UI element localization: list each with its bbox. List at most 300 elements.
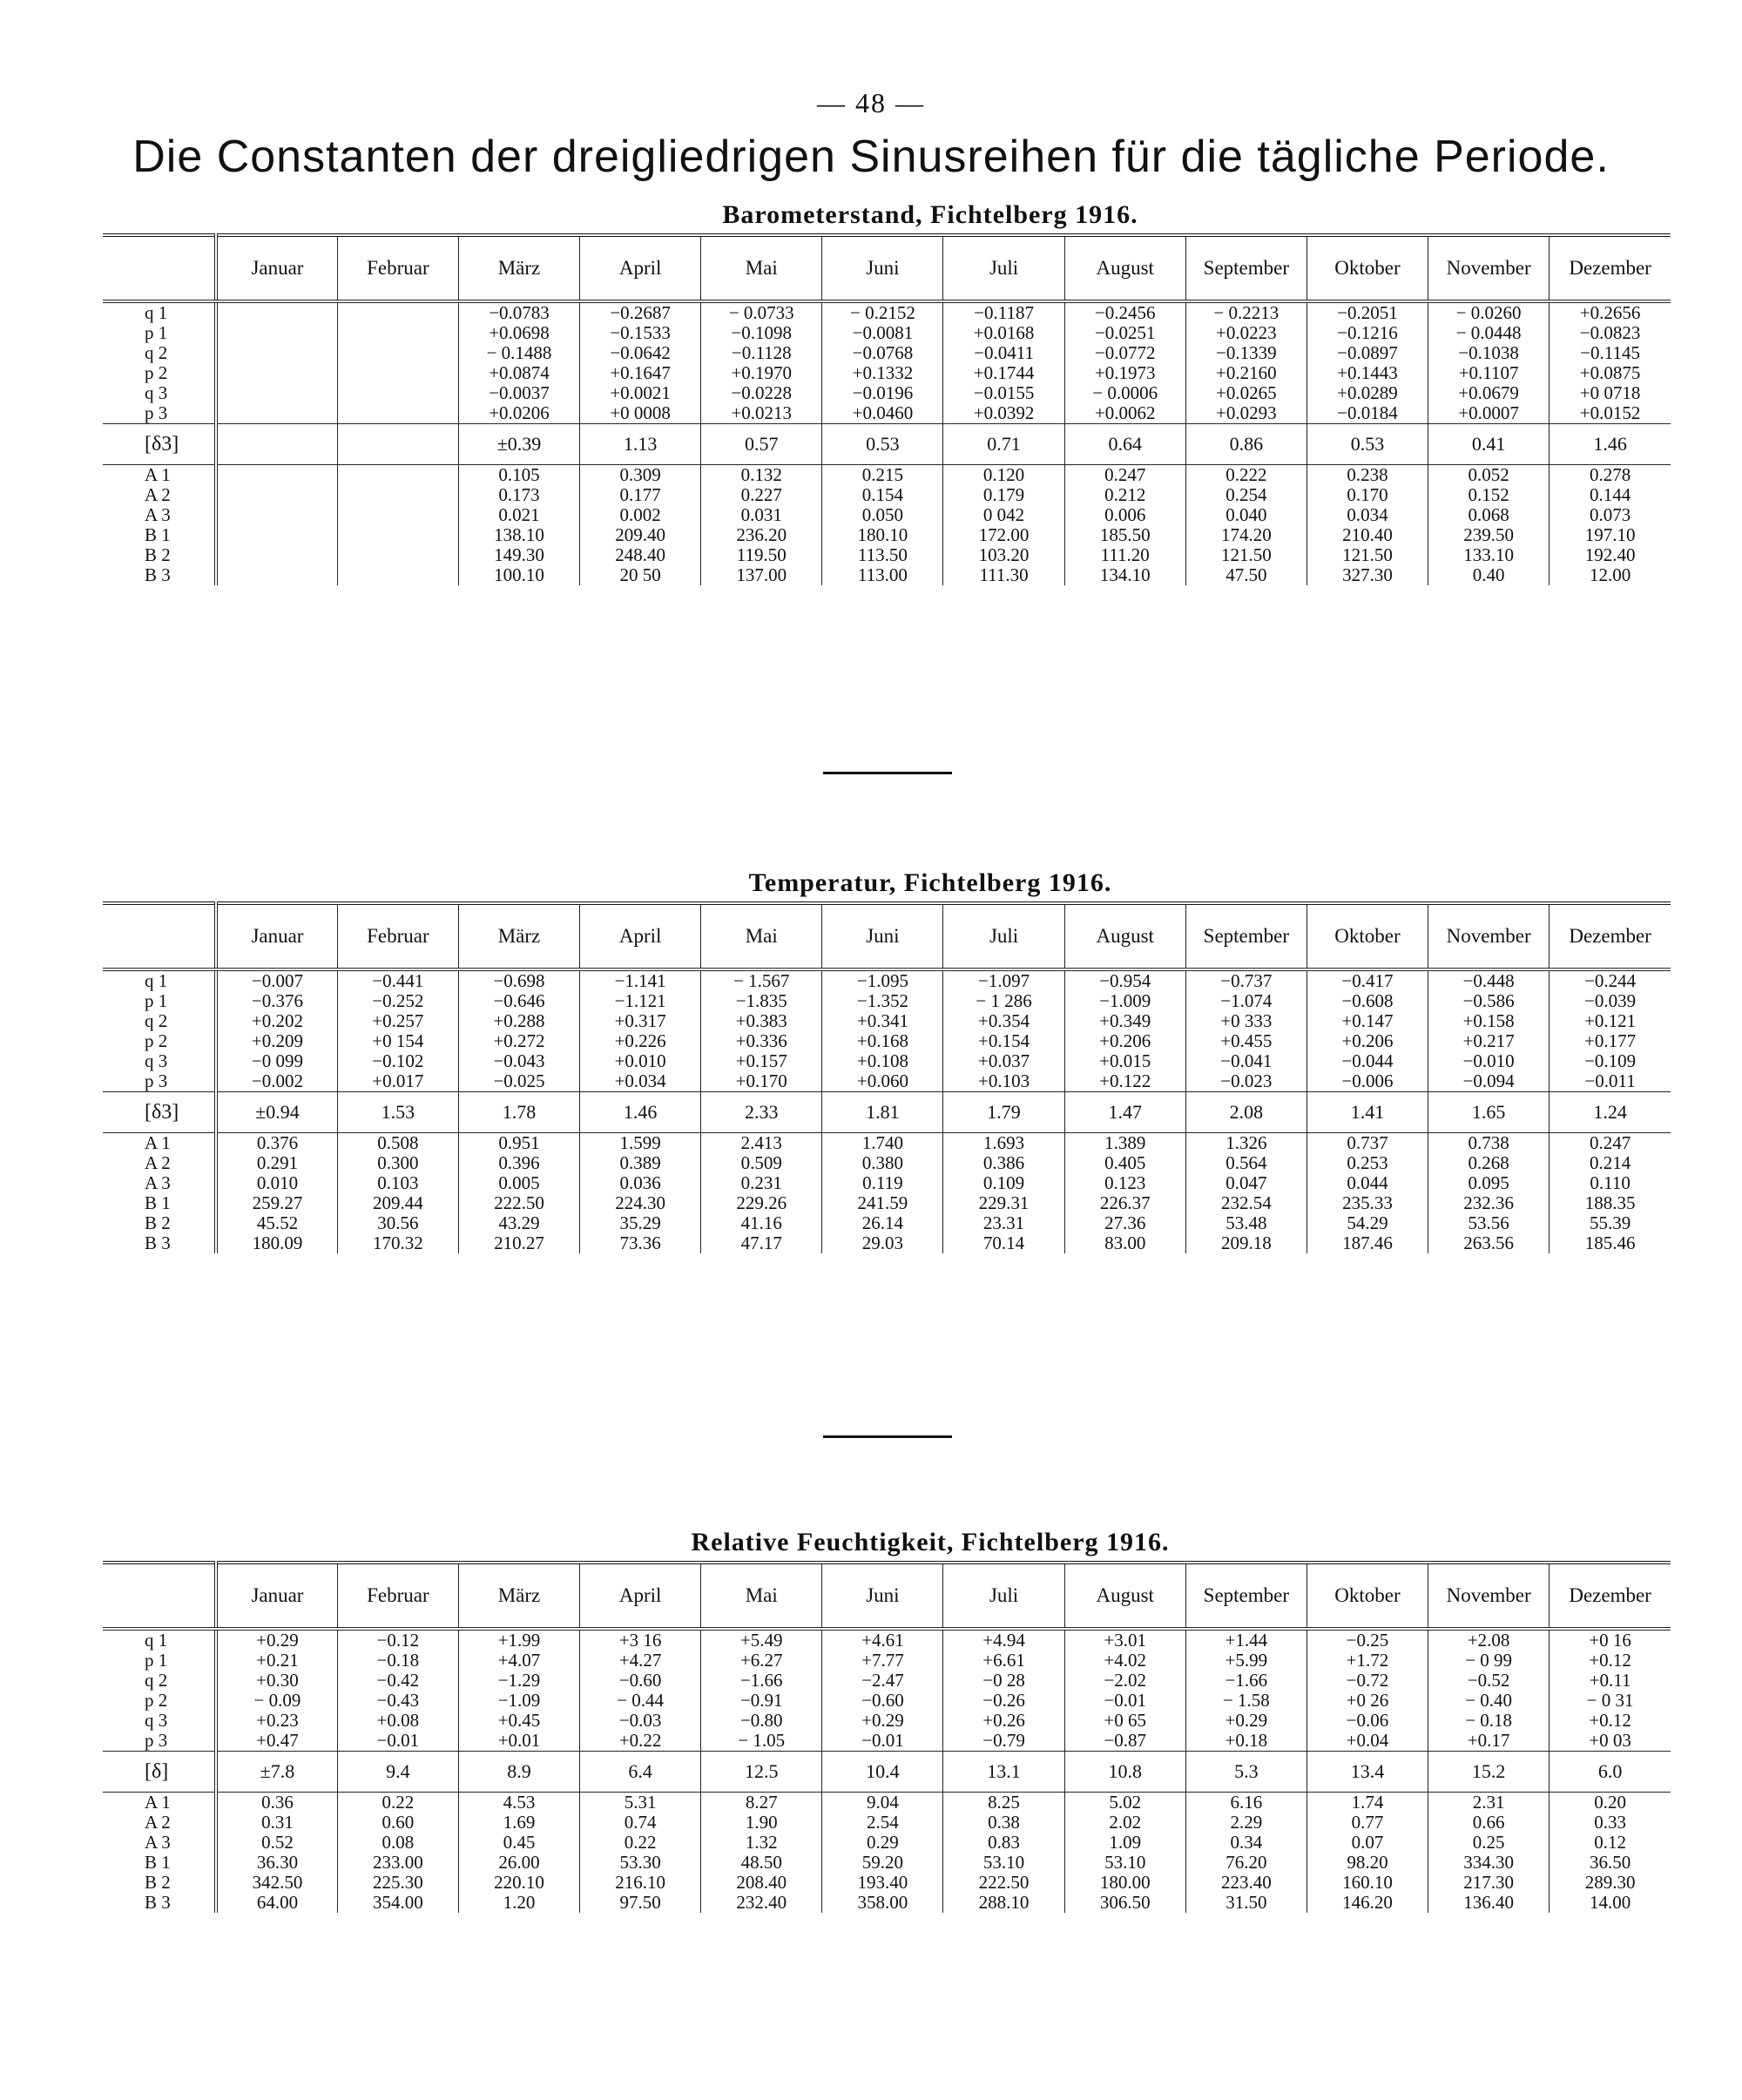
cell-value: −0.2456 <box>1094 302 1156 323</box>
cell-value: 209.44 <box>372 1192 423 1213</box>
table-title: Temperatur, Fichtelberg 1916. <box>748 868 1112 897</box>
cell-value: − 0.0260 <box>1455 302 1522 323</box>
cell-value: −0.0155 <box>973 382 1035 403</box>
cell-value: −0.0228 <box>731 382 793 403</box>
row-label: B 3 <box>145 564 171 585</box>
row-labels <box>103 1133 216 1194</box>
column-header: Mai <box>701 903 822 969</box>
table-cell <box>458 1629 579 1752</box>
cell-value: 0.036 <box>619 1172 661 1193</box>
cell-value: +0 26 <box>1346 1690 1389 1711</box>
cell-value: 0.77 <box>1351 1812 1384 1833</box>
cell-value: −0.0196 <box>852 382 914 403</box>
cell-value: 35.29 <box>619 1212 661 1233</box>
column-header: Juli <box>943 1563 1064 1629</box>
row-labels <box>103 525 216 585</box>
cell-value: +0.257 <box>372 1010 424 1031</box>
header-row <box>103 903 1671 969</box>
cell-value: 0.123 <box>1104 1172 1146 1193</box>
table-cell <box>580 1793 701 1854</box>
table-cell <box>458 1133 579 1194</box>
table-cell <box>1550 301 1671 424</box>
table-cell: 0.64 <box>1064 424 1185 465</box>
cell-value: −0.007 <box>251 970 303 991</box>
cell-value: +0.2656 <box>1579 302 1641 323</box>
table-cell <box>1428 1193 1550 1253</box>
cell-value: −0.25 <box>1346 1630 1389 1651</box>
table-cell <box>822 301 943 424</box>
cell-value: 29.03 <box>861 1232 904 1253</box>
column-header: September <box>1185 903 1306 969</box>
row-labels <box>103 1853 216 1913</box>
cell-value: −0.023 <box>1220 1070 1273 1091</box>
row-label: p 3 <box>145 402 168 423</box>
table-cell <box>1064 1133 1185 1194</box>
row-label: A 2 <box>145 1152 171 1173</box>
row-label: B 1 <box>145 1852 171 1873</box>
cell-value: 31.50 <box>1225 1892 1267 1913</box>
table-cell <box>216 1133 337 1194</box>
cell-value: −0.87 <box>1104 1730 1146 1751</box>
cell-value: +0.23 <box>256 1710 299 1731</box>
table-cell <box>1306 969 1428 1092</box>
cell-value <box>218 485 337 505</box>
cell-value: −0.039 <box>1584 990 1637 1011</box>
cell-value: 170.32 <box>372 1232 423 1253</box>
cell-value: −0.0411 <box>974 342 1034 363</box>
cell-value: 192.40 <box>1584 544 1636 565</box>
table-cell <box>1064 1629 1185 1752</box>
cell-value: +0.01 <box>497 1730 541 1751</box>
table-cell <box>1064 465 1185 526</box>
cell-value: −0.102 <box>372 1050 424 1071</box>
cell-value: 263.56 <box>1463 1232 1514 1253</box>
row-label: A 1 <box>145 1132 171 1153</box>
table-cell: 9.4 <box>337 1752 458 1793</box>
table-cell: 1.41 <box>1306 1092 1428 1133</box>
cell-value: +0.206 <box>1099 1030 1151 1051</box>
cell-value: +0.21 <box>256 1650 299 1671</box>
cell-value: 98.20 <box>1347 1852 1388 1873</box>
table-cell <box>822 465 943 526</box>
table-cell <box>943 1629 1064 1752</box>
table-cell: 1.46 <box>580 1092 701 1133</box>
cell-value: 4.53 <box>503 1792 536 1813</box>
cell-value: 174.20 <box>1220 524 1272 545</box>
cell-value: 220.10 <box>494 1872 544 1893</box>
column-header: April <box>580 1563 701 1629</box>
cell-value: − 1.58 <box>1222 1690 1270 1711</box>
cell-value: 0.33 <box>1594 1812 1626 1833</box>
delta-row <box>103 1752 1671 1793</box>
row-label: q 1 <box>145 1630 168 1651</box>
cell-value: +0.0206 <box>489 402 550 423</box>
table-cell <box>1428 1853 1550 1913</box>
table-cell: 10.4 <box>822 1752 943 1793</box>
cell-value: −0.2051 <box>1337 302 1398 323</box>
table-row <box>103 1133 1671 1194</box>
column-header: Juli <box>943 903 1064 969</box>
cell-value: +0.0392 <box>973 402 1035 423</box>
cell-value: −0.0823 <box>1579 322 1641 343</box>
row-label: A 3 <box>145 1832 171 1853</box>
cell-value: −0.0184 <box>1337 402 1398 423</box>
table-cell: 8.9 <box>458 1752 579 1793</box>
cell-value: 0.268 <box>1468 1152 1509 1173</box>
column-header: September <box>1185 235 1306 301</box>
cell-value: 97.50 <box>619 1892 661 1913</box>
cell-value: +0.121 <box>1584 1010 1637 1031</box>
cell-value: 0.215 <box>861 464 904 485</box>
row-label: B 1 <box>145 1192 171 1213</box>
table-block-humidity <box>103 1524 1671 1913</box>
cell-value: +0.0223 <box>1216 322 1277 343</box>
column-header: Oktober <box>1306 1563 1428 1629</box>
cell-value: 0.38 <box>988 1812 1020 1833</box>
cell-value: 1.20 <box>503 1892 536 1913</box>
cell-value: 0.20 <box>1594 1792 1626 1813</box>
cell-value: 225.30 <box>372 1872 423 1893</box>
cell-value: 0.119 <box>862 1172 903 1193</box>
table-cell <box>337 1853 458 1913</box>
table-cell <box>1428 1133 1550 1194</box>
cell-value: −0.1098 <box>731 322 793 343</box>
cell-value: +0.209 <box>251 1030 303 1051</box>
cell-value: 64.00 <box>256 1892 299 1913</box>
cell-value: −0.0768 <box>852 342 914 363</box>
table-cell: ±0.94 <box>216 1092 337 1133</box>
cell-value: 0.006 <box>1104 504 1146 525</box>
cell-value: 73.36 <box>619 1232 661 1253</box>
cell-value: +0 0008 <box>610 402 671 423</box>
cell-value: +3.01 <box>1104 1630 1146 1651</box>
column-header: Mai <box>701 1563 822 1629</box>
cell-value: −0.72 <box>1346 1670 1389 1691</box>
data-table <box>103 901 1671 1253</box>
cell-value: 0.073 <box>1589 504 1631 525</box>
cell-value: 0.238 <box>1347 464 1388 485</box>
cell-value: 8.25 <box>988 1792 1020 1813</box>
cell-value: 0.103 <box>377 1172 419 1193</box>
cell-value: −1.352 <box>856 990 908 1011</box>
table-cell <box>943 1853 1064 1913</box>
cell-value: 160.10 <box>1342 1872 1393 1893</box>
row-label: [δ] <box>103 1752 216 1793</box>
cell-value: 0.29 <box>867 1832 899 1853</box>
cell-value: 149.30 <box>494 544 544 565</box>
cell-value: −1.097 <box>978 970 1030 991</box>
cell-value: −0.0783 <box>489 302 550 323</box>
cell-value: 111.20 <box>1100 544 1150 565</box>
cell-value: − 0.0006 <box>1092 382 1158 403</box>
cell-value: − 0 99 <box>1465 1650 1513 1671</box>
cell-value: 59.20 <box>861 1852 904 1873</box>
cell-value: 0.74 <box>624 1812 657 1833</box>
row-label: p 1 <box>145 1650 168 1671</box>
table-cell <box>1428 301 1550 424</box>
cell-value <box>218 363 337 383</box>
cell-value: 0.132 <box>740 464 782 485</box>
cell-value: −0.954 <box>1099 970 1151 991</box>
table-cell <box>701 465 822 526</box>
cell-value: 2.54 <box>867 1812 899 1833</box>
column-header: November <box>1428 235 1550 301</box>
cell-value: 1.389 <box>1104 1132 1146 1153</box>
cell-value: 14.00 <box>1589 1892 1631 1913</box>
table-cell: 1.13 <box>580 424 701 465</box>
table-cell <box>580 969 701 1092</box>
cell-value: +0.103 <box>978 1070 1030 1091</box>
table-cell: 0.71 <box>943 424 1064 465</box>
cell-value: +0.170 <box>735 1070 787 1091</box>
cell-value: +0.11 <box>1589 1670 1631 1691</box>
table-cell <box>337 525 458 585</box>
cell-value: − 0.2152 <box>849 302 915 323</box>
cell-value: 0.738 <box>1468 1132 1509 1153</box>
table-cell <box>580 1853 701 1913</box>
table-cell <box>943 1133 1064 1194</box>
table-cell <box>1550 969 1671 1092</box>
row-label: q 3 <box>145 1710 168 1731</box>
cell-value: −0.646 <box>493 990 545 1011</box>
cell-value: 0.010 <box>256 1172 299 1193</box>
table-cell <box>1428 525 1550 585</box>
cell-value: 41.16 <box>740 1212 782 1233</box>
cell-value <box>338 303 458 323</box>
cell-value: +0.0679 <box>1458 382 1519 403</box>
cell-value: +3 16 <box>618 1630 662 1651</box>
cell-value: −0.041 <box>1220 1050 1273 1071</box>
cell-value: +0.30 <box>256 1670 299 1691</box>
cell-value: −0.010 <box>1462 1050 1515 1071</box>
column-header: August <box>1064 235 1185 301</box>
cell-value: −0.1038 <box>1458 342 1519 363</box>
cell-value: −0.109 <box>1584 1050 1637 1071</box>
cell-value: +0.010 <box>614 1050 666 1071</box>
table-cell <box>216 424 337 465</box>
cell-value <box>218 505 337 525</box>
cell-value: −1.141 <box>614 970 666 991</box>
cell-value: +0.1443 <box>1337 362 1398 383</box>
cell-value: 121.50 <box>1342 544 1393 565</box>
cell-value: 20 50 <box>619 564 661 585</box>
cell-value: 0.22 <box>624 1832 657 1853</box>
column-header: September <box>1185 1563 1306 1629</box>
table-cell: 0.53 <box>1306 424 1428 465</box>
cell-value: −0.91 <box>739 1690 783 1711</box>
page-number: — 48 — <box>817 87 925 118</box>
cell-value: 236.20 <box>736 524 787 545</box>
cell-value: 0.214 <box>1589 1152 1631 1173</box>
cell-value: +5.49 <box>739 1630 783 1651</box>
table-cell <box>580 301 701 424</box>
cell-value: +0.0021 <box>610 382 671 403</box>
table-cell <box>1185 465 1306 526</box>
row-label: q 1 <box>145 970 168 991</box>
cell-value: 26.14 <box>861 1212 904 1233</box>
cell-value: −0.025 <box>493 1070 545 1091</box>
cell-value: 0.31 <box>261 1812 294 1833</box>
cell-value: 223.40 <box>1220 1872 1272 1893</box>
cell-value: 0 042 <box>982 504 1025 525</box>
table-cell <box>701 525 822 585</box>
cell-value: +0.1647 <box>610 362 671 383</box>
cell-value: 1.326 <box>1225 1132 1267 1153</box>
cell-value <box>218 545 337 565</box>
cell-value: −0.60 <box>618 1670 662 1691</box>
cell-value: −1.095 <box>856 970 908 991</box>
cell-value <box>338 525 458 545</box>
row-label: p 2 <box>145 362 168 383</box>
cell-value: 0.005 <box>498 1172 540 1193</box>
table-cell <box>1064 1853 1185 1913</box>
cell-value: 180.09 <box>252 1232 303 1253</box>
cell-value: −1.121 <box>614 990 666 1011</box>
cell-value: +0.154 <box>978 1030 1030 1051</box>
cell-value: −0.2687 <box>610 302 671 323</box>
table-cell <box>337 424 458 465</box>
table-cell <box>458 1853 579 1913</box>
cell-value: 0.068 <box>1468 504 1509 525</box>
row-label: A 1 <box>145 1792 171 1813</box>
cell-value: −1.29 <box>497 1670 541 1691</box>
cell-value: 5.31 <box>624 1792 657 1813</box>
table-cell <box>701 969 822 1092</box>
cell-value <box>338 383 458 403</box>
cell-value <box>218 343 337 363</box>
cell-value <box>218 525 337 545</box>
table-cell <box>1428 969 1550 1092</box>
table-cell <box>1185 1853 1306 1913</box>
cell-value: 232.54 <box>1220 1192 1272 1213</box>
cell-value: 248.40 <box>615 544 665 565</box>
cell-value: +0.22 <box>618 1730 662 1751</box>
cell-value: +0.12 <box>1589 1650 1631 1671</box>
table-cell <box>458 1793 579 1854</box>
cell-value: 0.247 <box>1589 1132 1631 1153</box>
table-row <box>103 525 1671 585</box>
table-cell <box>1550 465 1671 526</box>
cell-value: −0.42 <box>376 1670 420 1691</box>
cell-value: 1.693 <box>982 1132 1025 1153</box>
table-cell <box>1428 1793 1550 1854</box>
cell-value: 222.50 <box>494 1192 544 1213</box>
table-cell <box>337 1793 458 1854</box>
table-cell <box>701 1793 822 1854</box>
cell-value: 0.83 <box>988 1832 1020 1853</box>
column-header: Februar <box>337 235 458 301</box>
cell-value: − 0.2213 <box>1213 302 1279 323</box>
cell-value: 0.60 <box>381 1812 415 1833</box>
cell-value: − 0.0448 <box>1455 322 1522 343</box>
row-label: B 3 <box>145 1232 171 1253</box>
table-cell <box>1185 1629 1306 1752</box>
cell-value: −1.09 <box>497 1690 541 1711</box>
cell-value: 0.254 <box>1225 484 1267 505</box>
cell-value: 70.14 <box>982 1232 1025 1253</box>
cell-value: +0.1332 <box>852 362 914 383</box>
table-cell <box>337 465 458 526</box>
cell-value: +0.017 <box>372 1070 424 1091</box>
cell-value: +0.108 <box>856 1050 908 1071</box>
cell-value: +0.47 <box>256 1730 299 1751</box>
cell-value: 36.30 <box>256 1852 299 1873</box>
table-cell <box>1306 525 1428 585</box>
cell-value: +0.226 <box>614 1030 666 1051</box>
cell-value: +0.455 <box>1220 1030 1273 1051</box>
table-cell: 1.81 <box>822 1092 943 1133</box>
cell-value: 0.177 <box>619 484 661 505</box>
cell-value: 5.02 <box>1109 1792 1142 1813</box>
table-cell <box>458 301 579 424</box>
column-header: Juni <box>822 1563 943 1629</box>
row-label: q 3 <box>145 382 168 403</box>
cell-value: 2.02 <box>1109 1812 1142 1833</box>
row-label: B 2 <box>145 1212 171 1233</box>
table-cell <box>1306 1133 1428 1194</box>
cell-value: − 0.0733 <box>728 302 794 323</box>
header-row <box>103 1563 1671 1629</box>
cell-value: 0.07 <box>1351 1832 1384 1853</box>
cell-value: −0.26 <box>982 1690 1025 1711</box>
cell-value: 0.044 <box>1347 1172 1388 1193</box>
table-cell <box>1550 1853 1671 1913</box>
table-cell <box>943 969 1064 1092</box>
cell-value: 209.18 <box>1220 1232 1272 1253</box>
cell-value: 0.109 <box>982 1172 1025 1193</box>
row-labels <box>103 1793 216 1854</box>
cell-value: +0.0168 <box>973 322 1035 343</box>
cell-value: +0.0062 <box>1094 402 1156 423</box>
cell-value: +0.04 <box>1346 1730 1389 1751</box>
cell-value: 216.10 <box>615 1872 665 1893</box>
column-header: Mai <box>701 235 822 301</box>
table-cell <box>1306 1629 1428 1752</box>
cell-value: −0.60 <box>861 1690 904 1711</box>
cell-value: 0.047 <box>1225 1172 1267 1193</box>
cell-value: −0.252 <box>372 990 424 1011</box>
row-label: A 1 <box>145 464 171 485</box>
cell-value: −0.0037 <box>489 382 550 403</box>
data-table <box>103 233 1671 585</box>
row-label: [δ3] <box>103 424 216 465</box>
cell-value: +1.72 <box>1346 1650 1389 1671</box>
cell-value <box>338 323 458 343</box>
cell-value: +0.0874 <box>489 362 550 383</box>
cell-value: +0.060 <box>856 1070 908 1091</box>
cell-value: +0 0718 <box>1579 382 1641 403</box>
cell-value: +0.015 <box>1099 1050 1151 1071</box>
table-block-barometer <box>103 197 1671 585</box>
cell-value: 2.413 <box>740 1132 782 1153</box>
cell-value: +0.18 <box>1225 1730 1268 1751</box>
cell-value: −0.0772 <box>1094 342 1156 363</box>
cell-value: 0.173 <box>498 484 540 505</box>
table-row <box>103 1629 1671 1752</box>
cell-value: −0.52 <box>1467 1670 1510 1691</box>
table-cell <box>701 1629 822 1752</box>
cell-value: −0.094 <box>1462 1070 1515 1091</box>
corner-cell <box>103 235 216 301</box>
cell-value: 229.31 <box>978 1192 1030 1213</box>
table-cell <box>337 1193 458 1253</box>
table-cell <box>1064 525 1185 585</box>
table-cell: 1.46 <box>1550 424 1671 465</box>
cell-value: 209.40 <box>615 524 665 545</box>
cell-value: 103.20 <box>978 544 1030 565</box>
cell-value: 1.740 <box>861 1132 904 1153</box>
cell-value: 136.40 <box>1463 1892 1514 1913</box>
